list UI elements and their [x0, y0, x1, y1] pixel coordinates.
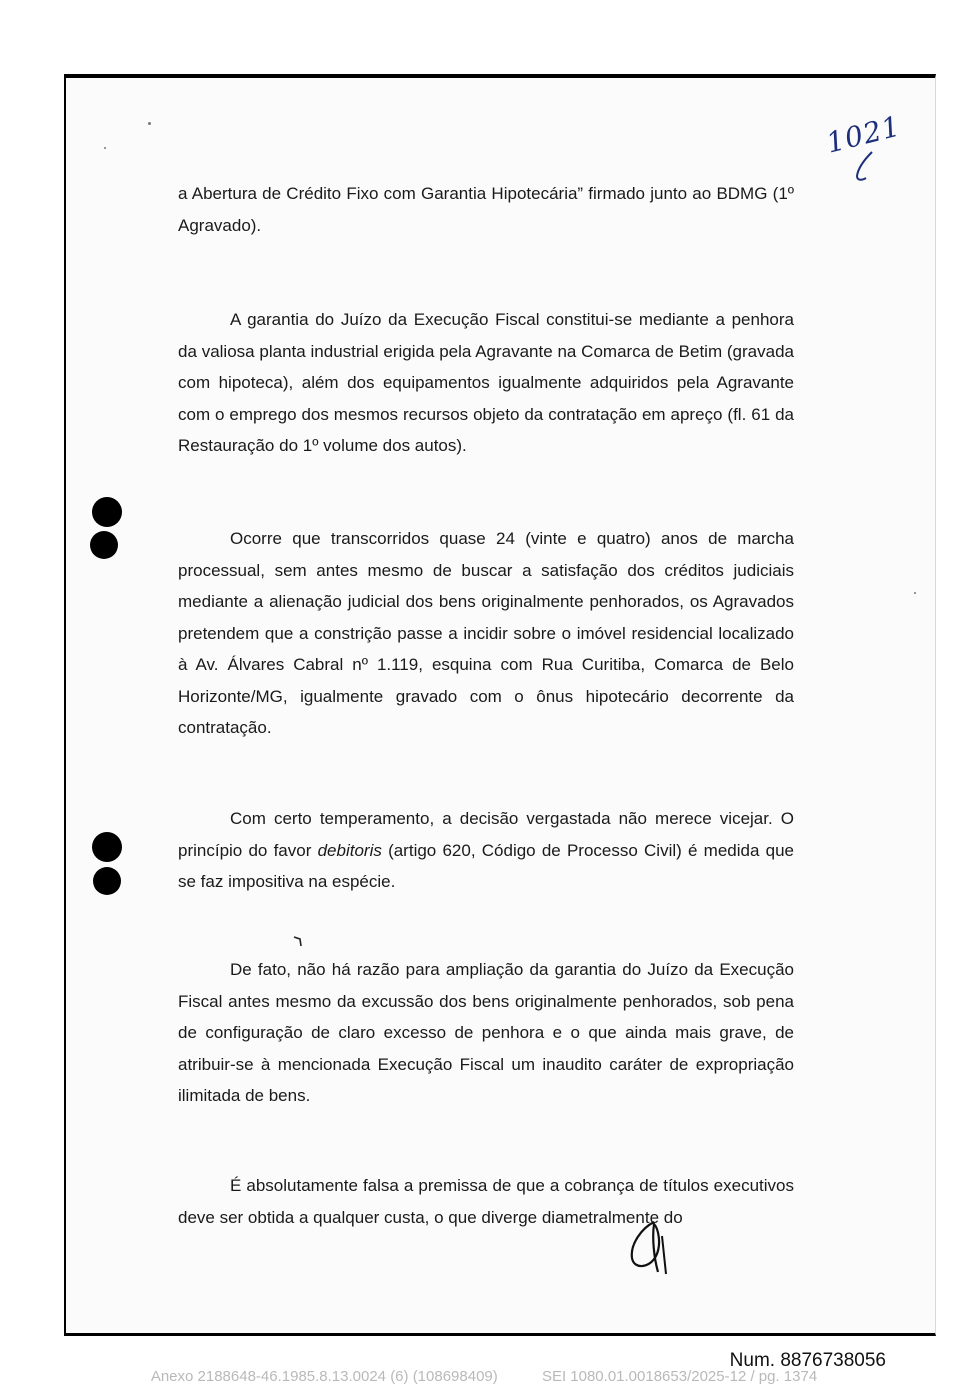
footer-annex: Anexo 2188648-46.1985.8.13.0024 (6) (108698409)	[150, 1368, 498, 1385]
paragraph-1	[178, 178, 794, 241]
paragraph-text: (artigo 620, Código de Processo Civil) é medida que se faz impositiva na espécie.	[178, 840, 794, 891]
folio-initial-mark	[852, 148, 880, 184]
paragraph-text: É absolutamente falsa a premissa de que a cobrança de títulos executivos deve ser obtida a qualquer custa, o que diverge diametralmente do	[178, 1176, 794, 1227]
punch-hole	[90, 531, 118, 559]
paragraph-5	[178, 954, 794, 1112]
paragraph-4	[178, 803, 794, 898]
folio-number: 1021	[823, 109, 905, 160]
paragraph-text: Com certo temperamento, a decisão vergastada não merece vicejar. O princípio do favor	[178, 809, 794, 860]
scan-speck	[104, 147, 106, 149]
punch-hole	[92, 497, 122, 527]
document-number: Num. 8876738056	[729, 1350, 886, 1371]
punch-hole	[92, 832, 122, 862]
paragraph-text: A garantia do Juízo da Execução Fiscal constitui-se mediante a penhora da valiosa planta industrial erigida pela Agravante na Comarca de Betim (gravada com hipoteca), além dos equipamentos igualmente adquiridos pela Agravante com o emprego dos mesmos recursos objeto da contratação em apreço (fl. 61 da Restauração do 1º volume dos autos).	[178, 310, 794, 455]
scan-speck	[148, 122, 151, 125]
paragraph-3	[178, 523, 794, 744]
paragraph-2	[178, 304, 794, 462]
pen-tick-mark	[292, 934, 306, 948]
scan-speck	[914, 592, 916, 594]
paragraph-text: Ocorre que transcorridos quase 24 (vinte e quatro) anos de marcha processual, sem antes mesmo de buscar a satisfação dos créditos judiciais mediante a alienação judicial dos bens originalmente penhorados, os Agravados pretendem que a constrição passe a incidir sobre o imóvel residencial localizado à Av. Álvares Cabral nº 1.119, esquina com Rua Curitiba, Comarca de Belo Horizonte/MG, igualmente gravado com o ônus hipotecário decorrente da contratação.	[178, 529, 794, 737]
paragraph-text: a Abertura de Crédito Fixo com Garantia Hipotecária” firmado junto ao BDMG (1º Agravado).	[178, 184, 794, 235]
italic-term: debitoris	[317, 840, 382, 860]
handwritten-initials	[624, 1214, 676, 1280]
paragraph-6	[178, 1170, 794, 1233]
paragraph-text: De fato, não há razão para ampliação da garantia do Juízo da Execução Fiscal antes mesmo da excussão dos bens originalmente penhorados, sob pena de configuração de claro excesso de penhora e o que ainda mais grave, de atribuir-se à mencionada Execução Fiscal um inaudito caráter de expropriação ilimitada de bens.	[178, 960, 794, 1105]
footer-watermark	[0, 1368, 968, 1385]
punch-hole	[93, 867, 121, 895]
footer-sei: SEI 1080.01.0018653/2025-12 / pg. 1374	[541, 1368, 818, 1385]
